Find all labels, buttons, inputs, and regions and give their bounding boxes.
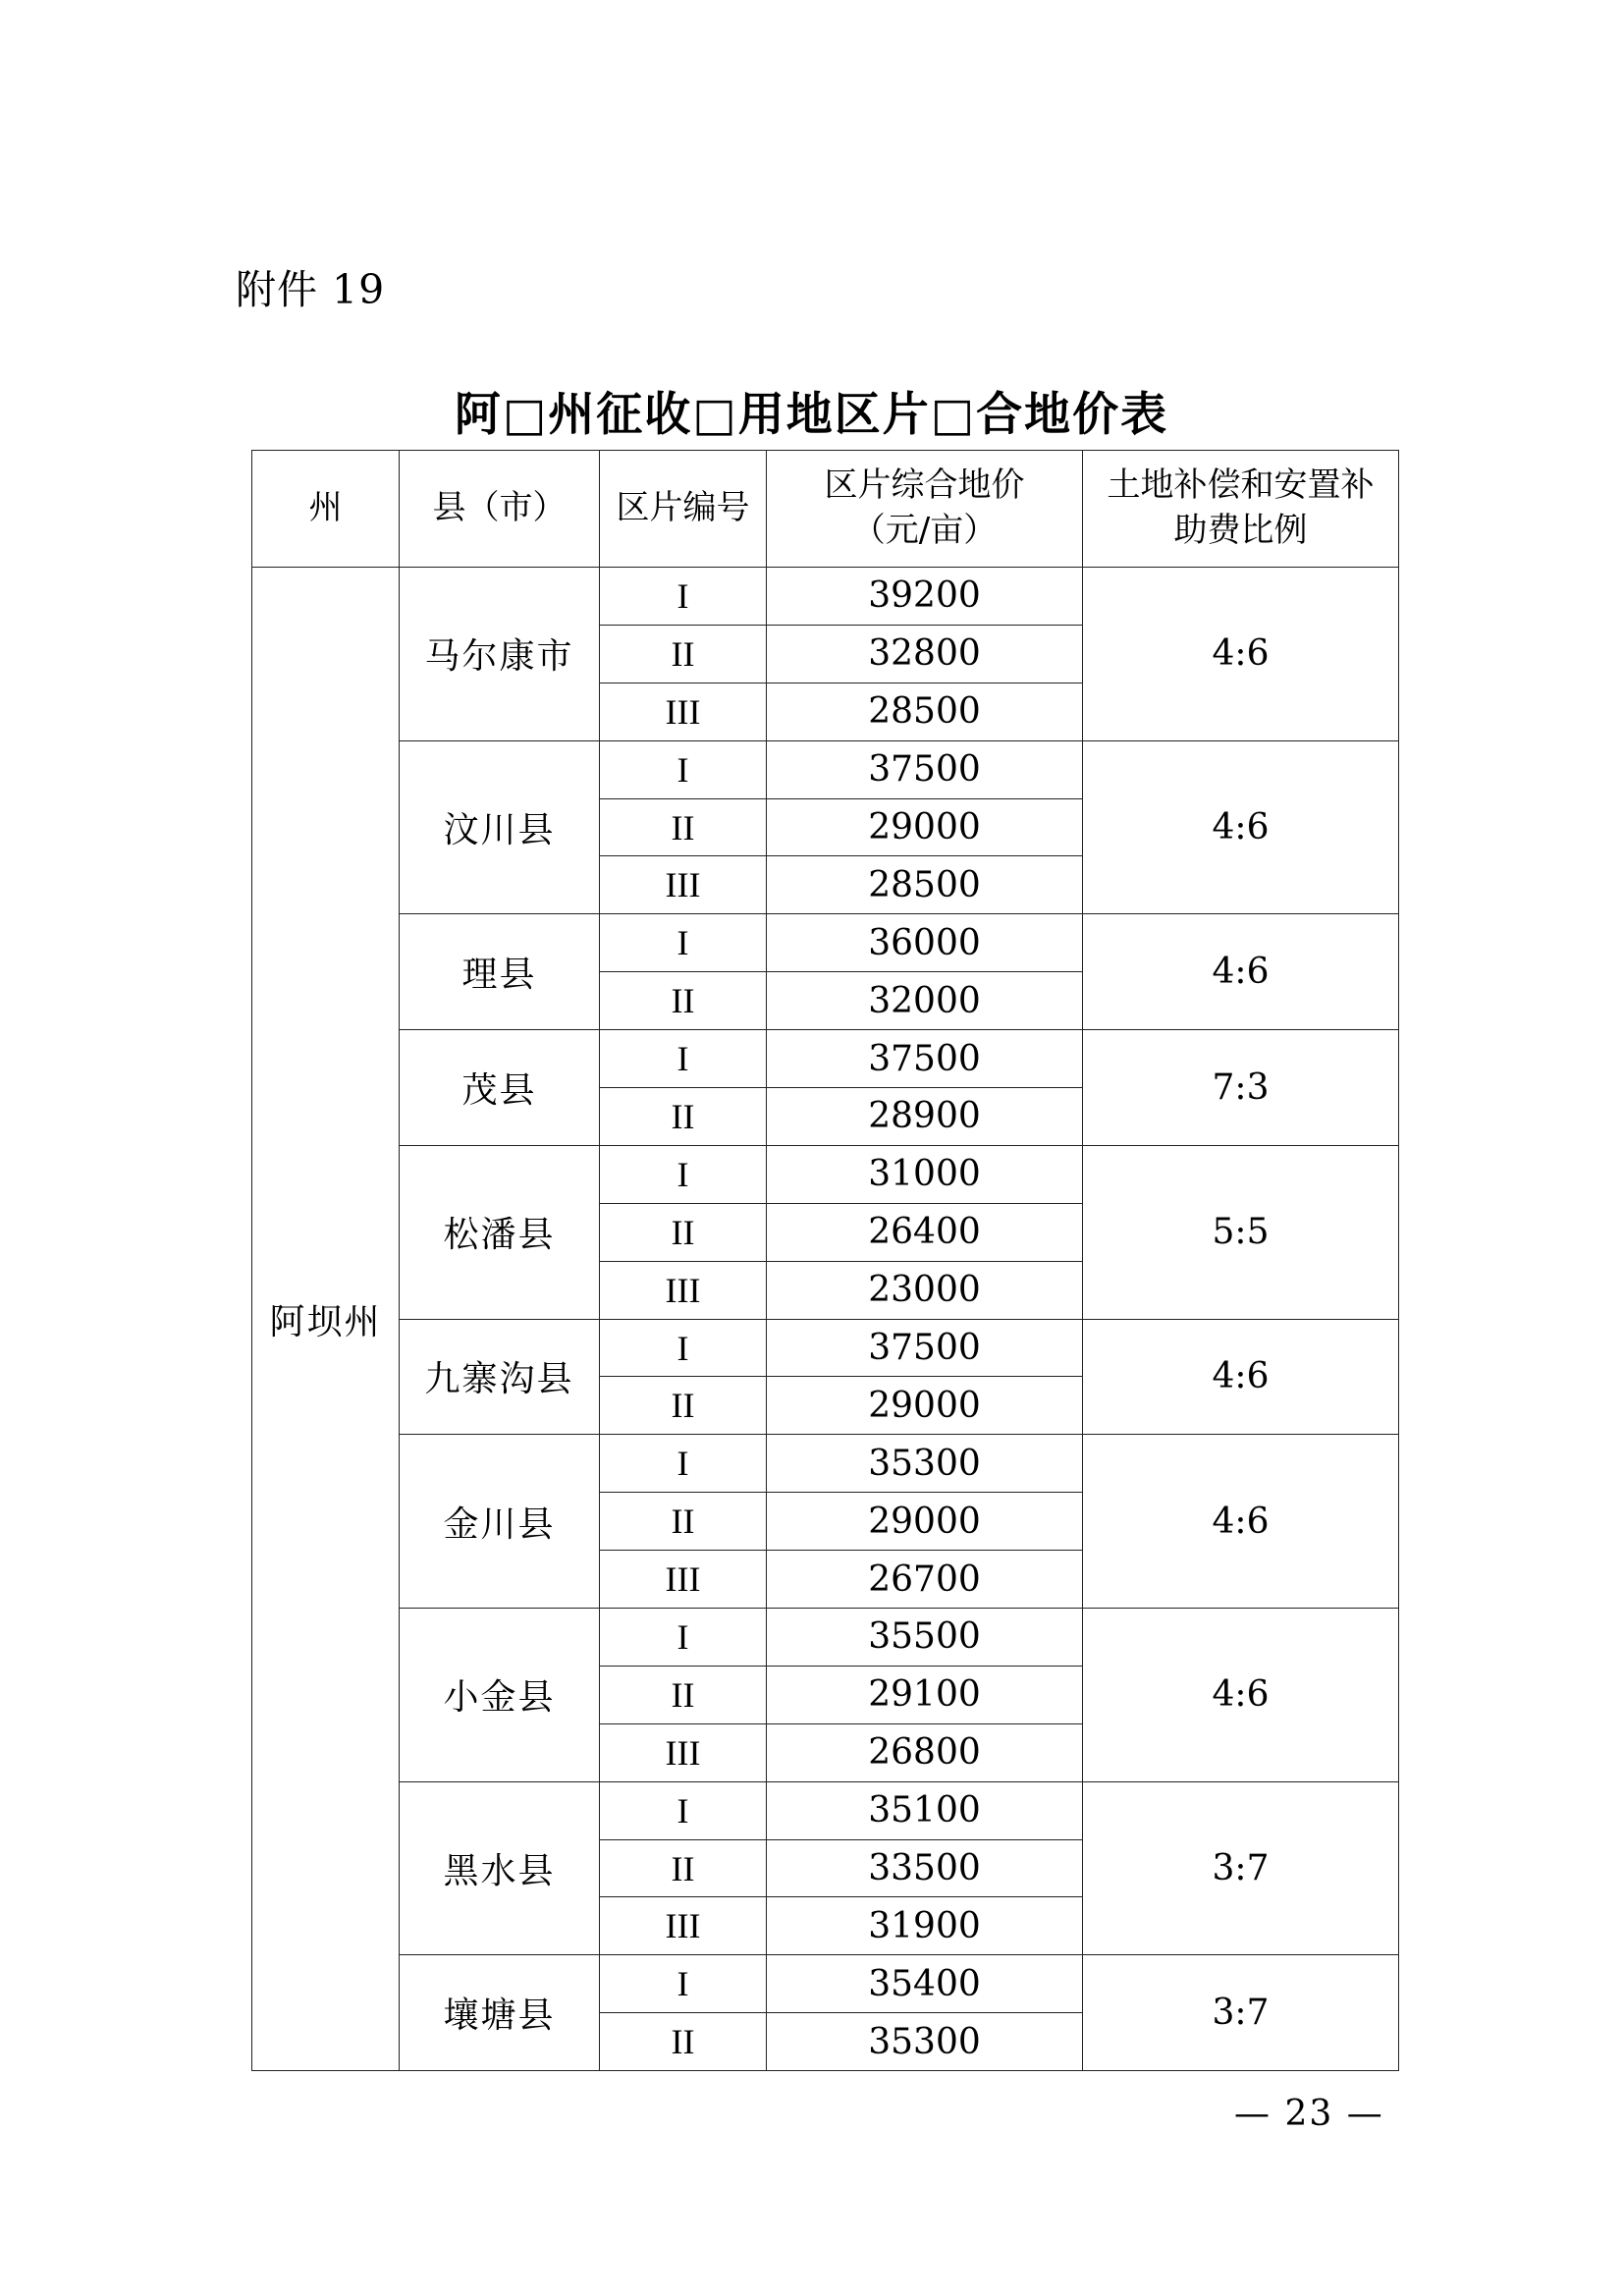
zone-id-cell: III: [600, 856, 767, 914]
price-cell: 36000: [767, 914, 1083, 972]
zone-id-cell: I: [600, 1145, 767, 1203]
ratio-cell: 4:6: [1083, 1435, 1399, 1609]
county-cell: 黑水县: [400, 1781, 600, 1955]
zone-id-cell: I: [600, 1609, 767, 1667]
table-row: [252, 740, 1399, 798]
county-cell: 壤塘县: [400, 1955, 600, 2071]
price-cell: 37500: [767, 1030, 1083, 1088]
county-cell: 小金县: [400, 1609, 600, 1782]
header-price: [767, 451, 1083, 568]
table-row: [252, 1609, 1399, 1667]
attachment-label: 附件 19: [236, 266, 386, 313]
county-cell: 松潘县: [400, 1145, 600, 1319]
header-ratio-line1: 土地补偿和安置补: [1107, 465, 1375, 506]
price-cell: 31000: [767, 1145, 1083, 1203]
zone-id-cell: II: [600, 625, 767, 683]
table-row: [252, 568, 1399, 626]
table-row: [252, 1030, 1399, 1088]
ratio-cell: 3:7: [1083, 1781, 1399, 1955]
header-prefecture: 州: [252, 451, 400, 568]
county-cell: 茂县: [400, 1030, 600, 1146]
county-cell: 汶川县: [400, 740, 600, 914]
header-row: [252, 451, 1399, 568]
price-cell: 26400: [767, 1203, 1083, 1261]
county-cell: 九寨沟县: [400, 1319, 600, 1435]
ratio-cell: 4:6: [1083, 568, 1399, 741]
header-ratio: [1083, 451, 1399, 568]
table-row: [252, 1955, 1399, 2013]
price-cell: 35300: [767, 2013, 1083, 2071]
ratio-cell: 4:6: [1083, 1319, 1399, 1435]
price-cell: 37500: [767, 740, 1083, 798]
table-row: [252, 1319, 1399, 1377]
zone-id-cell: II: [600, 1493, 767, 1551]
price-cell: 32000: [767, 972, 1083, 1030]
price-cell: 28900: [767, 1088, 1083, 1146]
zone-id-cell: III: [600, 1261, 767, 1319]
zone-id-cell: I: [600, 1030, 767, 1088]
county-cell: 理县: [400, 914, 600, 1030]
price-cell: 26700: [767, 1551, 1083, 1609]
zone-id-cell: I: [600, 568, 767, 626]
price-cell: 29000: [767, 798, 1083, 856]
ratio-cell: 4:6: [1083, 740, 1399, 914]
price-cell: 33500: [767, 1839, 1083, 1897]
price-cell: 31900: [767, 1897, 1083, 1955]
page-number: — 23 —: [1234, 2094, 1384, 2134]
ratio-cell: 3:7: [1083, 1955, 1399, 2071]
header-zone: 区片编号: [600, 451, 767, 568]
table-body: [252, 568, 1399, 2071]
price-cell: 35400: [767, 1955, 1083, 2013]
zone-id-cell: II: [600, 1666, 767, 1723]
land-price-table: [251, 450, 1399, 2071]
zone-id-cell: II: [600, 972, 767, 1030]
price-cell: 35100: [767, 1781, 1083, 1839]
price-cell: 35300: [767, 1435, 1083, 1493]
ratio-cell: 4:6: [1083, 1609, 1399, 1782]
zone-id-cell: I: [600, 1781, 767, 1839]
price-cell: 29000: [767, 1493, 1083, 1551]
zone-id-cell: II: [600, 1839, 767, 1897]
zone-id-cell: III: [600, 1551, 767, 1609]
county-cell: 马尔康市: [400, 568, 600, 741]
price-cell: 28500: [767, 683, 1083, 740]
zone-id-cell: I: [600, 1955, 767, 2013]
price-cell: 29000: [767, 1377, 1083, 1435]
county-cell: 金川县: [400, 1435, 600, 1609]
zone-id-cell: I: [600, 1435, 767, 1493]
ratio-cell: 7:3: [1083, 1030, 1399, 1146]
header-county: 县（市）: [400, 451, 600, 568]
zone-id-cell: II: [600, 1377, 767, 1435]
zone-id-cell: II: [600, 1088, 767, 1146]
header-price-line2: （元/亩）: [851, 511, 998, 550]
price-cell: 23000: [767, 1261, 1083, 1319]
price-cell: 39200: [767, 568, 1083, 626]
table-row: [252, 1435, 1399, 1493]
zone-id-cell: I: [600, 914, 767, 972]
zone-id-cell: II: [600, 1203, 767, 1261]
price-cell: 28500: [767, 856, 1083, 914]
page-title: 阿□州征收□用地区片□合地价表: [454, 388, 1169, 442]
price-cell: 35500: [767, 1609, 1083, 1667]
ratio-cell: 5:5: [1083, 1145, 1399, 1319]
price-cell: 29100: [767, 1666, 1083, 1723]
header-price-line1: 区片综合地价: [824, 465, 1025, 506]
ratio-cell: 4:6: [1083, 914, 1399, 1030]
price-cell: 26800: [767, 1723, 1083, 1781]
zone-id-cell: II: [600, 2013, 767, 2071]
table-row: [252, 914, 1399, 972]
price-cell: 37500: [767, 1319, 1083, 1377]
zone-id-cell: III: [600, 1897, 767, 1955]
header-ratio-line2: 助费比例: [1173, 511, 1308, 550]
price-cell: 32800: [767, 625, 1083, 683]
zone-id-cell: I: [600, 740, 767, 798]
zone-id-cell: III: [600, 683, 767, 740]
table-row: [252, 1145, 1399, 1203]
prefecture-cell: 阿坝州: [252, 568, 400, 2071]
zone-id-cell: I: [600, 1319, 767, 1377]
zone-id-cell: III: [600, 1723, 767, 1781]
table-row: [252, 1781, 1399, 1839]
zone-id-cell: II: [600, 798, 767, 856]
